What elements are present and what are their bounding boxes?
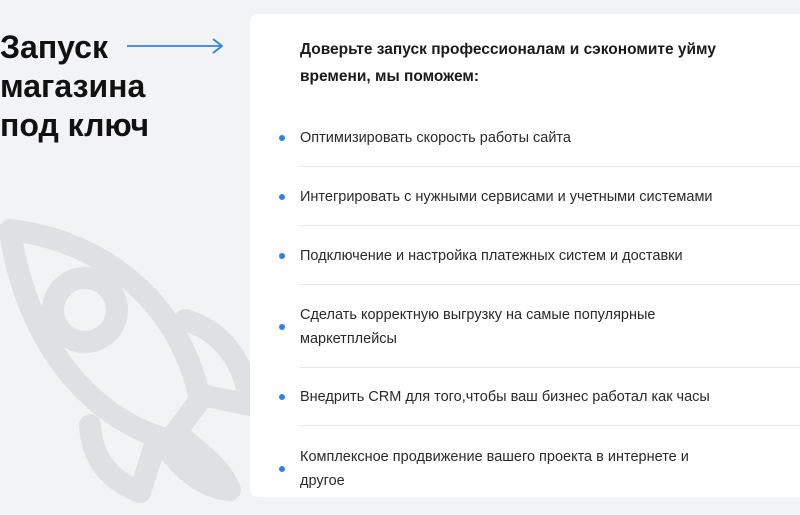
list-item-text: Оптимизировать скорость работы сайта [300,130,571,146]
bullet-dot-icon [279,324,285,330]
list-item-text: Интегрировать с нужными сервисами и учетными системами [300,188,713,205]
list-item [250,109,800,167]
list-item [250,167,800,226]
heading-line-1: Запуск [0,29,108,65]
heading-line-2: магазина [0,68,146,104]
list-item-text: Комплексное продвижение вашего проекта в интернете и другое [300,449,689,489]
heading-line-3: под ключ [0,107,150,143]
arrow-right-icon [125,36,225,56]
bullet-dot-icon [279,253,285,259]
list-item [250,426,800,512]
list-item [250,368,800,426]
bullet-dot-icon [279,135,285,141]
list-item-text: Сделать корректную выгрузку на самые популярные маркетплейсы [300,306,656,347]
bullet-dot-icon [279,194,285,200]
bullet-dot-icon [279,466,285,472]
services-list [250,109,800,512]
card-intro: Доверьте запуск профессионалам и сэкономите уйму времени, мы поможем: [300,41,716,85]
list-item [250,226,800,285]
list-item [250,285,800,368]
rocket-icon [0,210,280,510]
list-item-text: Внедрить CRM для того,чтобы ваш бизнес работал как часы [300,389,710,405]
services-card [250,14,800,497]
bullet-dot-icon [279,394,285,400]
list-item-text: Подключение и настройка платежных систем и доставки [300,247,683,264]
